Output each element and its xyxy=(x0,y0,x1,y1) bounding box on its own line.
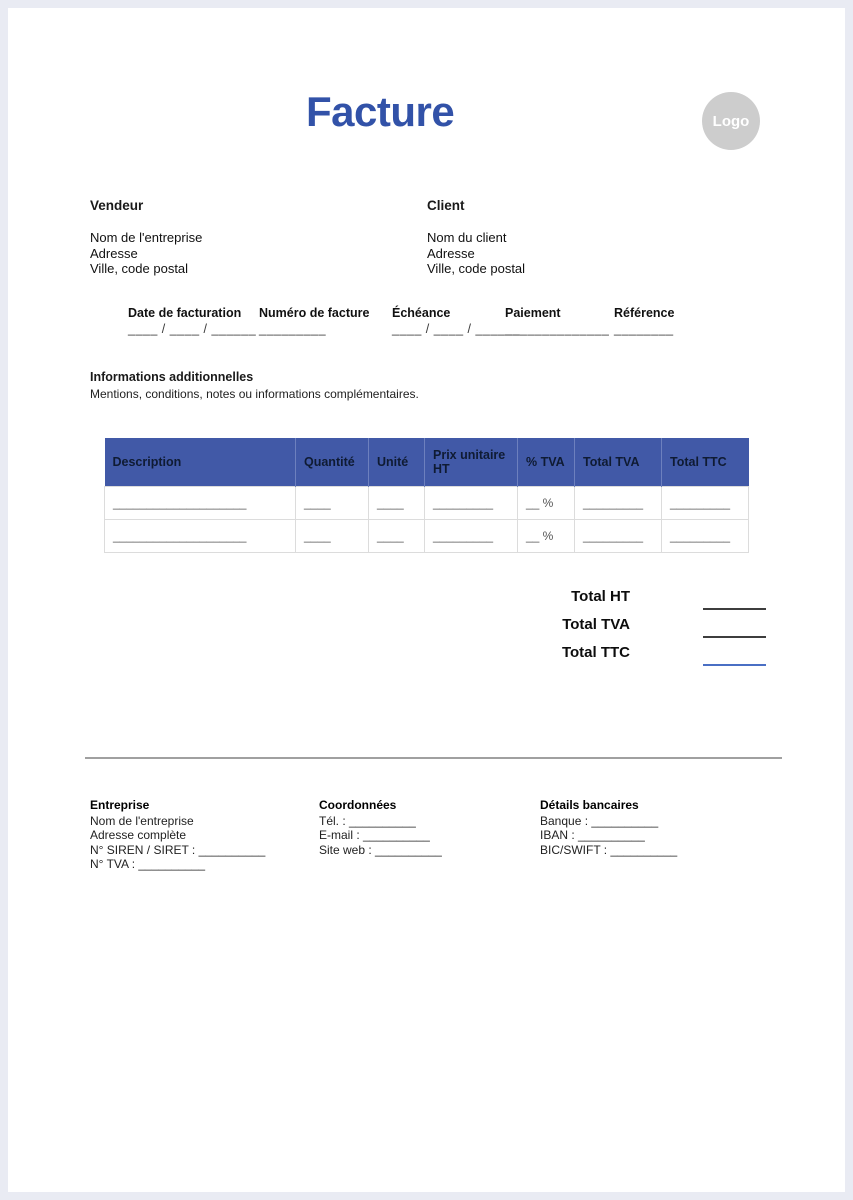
footer-company-siren: N° SIREN / SIRET : __________ xyxy=(90,842,266,857)
line-item-row xyxy=(105,519,749,552)
meta-invoice-number-value: _________ xyxy=(259,322,327,336)
total-ttc-label: Total TTC xyxy=(561,644,630,661)
footer-bank-heading: Détails bancaires xyxy=(540,798,639,812)
footer-contact-website: Site web : __________ xyxy=(319,842,442,857)
col-header-quantity: Quantité xyxy=(296,438,369,486)
vendor-section xyxy=(90,198,202,277)
logo-placeholder xyxy=(702,92,760,150)
client-city: Ville, code postal xyxy=(427,261,526,276)
client-section xyxy=(427,198,525,277)
meta-invoice-date-label: Date de facturation xyxy=(128,306,242,320)
total-ht-row xyxy=(430,588,766,612)
meta-due-date xyxy=(392,306,520,336)
cell-description: ____________________ xyxy=(105,486,296,519)
footer-bank-iban: IBAN : __________ xyxy=(540,828,645,842)
vendor-city: Ville, code postal xyxy=(90,261,189,276)
footer-company-section xyxy=(90,798,265,872)
invoice-page xyxy=(8,8,845,1192)
invoice-title: Facture xyxy=(306,88,455,135)
additional-info-section xyxy=(90,370,419,401)
total-ttc-value-line xyxy=(703,664,766,666)
col-header-unit: Unité xyxy=(369,438,425,486)
cell-quantity: ____ xyxy=(296,519,369,552)
client-name: Nom du client xyxy=(427,230,507,245)
meta-reference-label: Référence xyxy=(614,306,675,320)
cell-unit: ____ xyxy=(369,519,425,552)
meta-due-date-value: ____ / ____ / ______ xyxy=(392,322,521,336)
meta-reference xyxy=(614,306,674,336)
client-address-block xyxy=(427,230,525,277)
footer-bank-bic: BIC/SWIFT : __________ xyxy=(540,842,678,857)
footer-contact-email: E-mail : __________ xyxy=(319,828,430,842)
col-header-total-ttc: Total TTC xyxy=(662,438,749,486)
meta-reference-value: ________ xyxy=(614,322,674,336)
cell-vat-rate: __ % xyxy=(518,519,575,552)
total-ht-label: Total HT xyxy=(571,588,630,605)
additional-info-text: Mentions, conditions, notes ou informations complémentaires. xyxy=(90,387,419,401)
cell-vat-rate: __ % xyxy=(518,486,575,519)
client-address: Adresse xyxy=(427,245,475,261)
line-items-table xyxy=(104,438,749,553)
total-tva-row xyxy=(430,616,766,640)
meta-payment-value: ______________ xyxy=(505,322,610,336)
meta-payment xyxy=(505,306,609,336)
total-ht-value-line xyxy=(703,608,766,610)
cell-total-vat: _________ xyxy=(575,519,662,552)
footer-divider xyxy=(85,757,782,759)
footer-company-vat-number: N° TVA : __________ xyxy=(90,857,206,871)
footer-bank-name: Banque : __________ xyxy=(540,813,659,828)
client-heading: Client xyxy=(427,198,465,213)
total-ttc-row xyxy=(430,644,766,668)
col-header-total-vat: Total TVA xyxy=(575,438,662,486)
line-item-row xyxy=(105,486,749,519)
meta-invoice-date-value: ____ / ____ / ______ xyxy=(128,322,257,336)
total-tva-value-line xyxy=(703,636,766,638)
col-header-unit-price: Prix unitaire HT xyxy=(425,438,518,486)
footer-contact-phone: Tél. : __________ xyxy=(319,813,416,828)
col-header-vat-rate: % TVA xyxy=(518,438,575,486)
footer-company-address: Adresse complète xyxy=(90,828,187,842)
meta-due-date-label: Échéance xyxy=(392,306,451,320)
footer-contact-section xyxy=(319,798,442,857)
cell-unit: ____ xyxy=(369,486,425,519)
line-items-header xyxy=(105,438,749,486)
col-header-description: Description xyxy=(105,438,296,486)
cell-quantity: ____ xyxy=(296,486,369,519)
vendor-heading: Vendeur xyxy=(90,198,144,213)
footer-contact-heading: Coordonnées xyxy=(319,798,397,812)
cell-total-ttc: _________ xyxy=(662,486,749,519)
footer-bank-section xyxy=(540,798,677,857)
vendor-address-block xyxy=(90,230,202,277)
invoice-meta-row xyxy=(8,306,845,346)
meta-invoice-number-label: Numéro de facture xyxy=(259,306,370,320)
footer-company-name: Nom de l'entreprise xyxy=(90,813,194,828)
total-tva-label: Total TVA xyxy=(562,616,630,633)
meta-payment-label: Paiement xyxy=(505,306,561,320)
cell-unit-price: _________ xyxy=(425,519,518,552)
meta-invoice-number xyxy=(259,306,369,336)
additional-info-heading: Informations additionnelles xyxy=(90,370,254,384)
logo-placeholder-label: Logo xyxy=(712,112,750,130)
cell-unit-price: _________ xyxy=(425,486,518,519)
footer-company-heading: Entreprise xyxy=(90,798,150,812)
vendor-address: Adresse xyxy=(90,245,138,261)
cell-total-ttc: _________ xyxy=(662,519,749,552)
cell-description: ____________________ xyxy=(105,519,296,552)
vendor-name: Nom de l'entreprise xyxy=(90,230,203,245)
meta-invoice-date xyxy=(128,306,256,336)
cell-total-vat: _________ xyxy=(575,486,662,519)
